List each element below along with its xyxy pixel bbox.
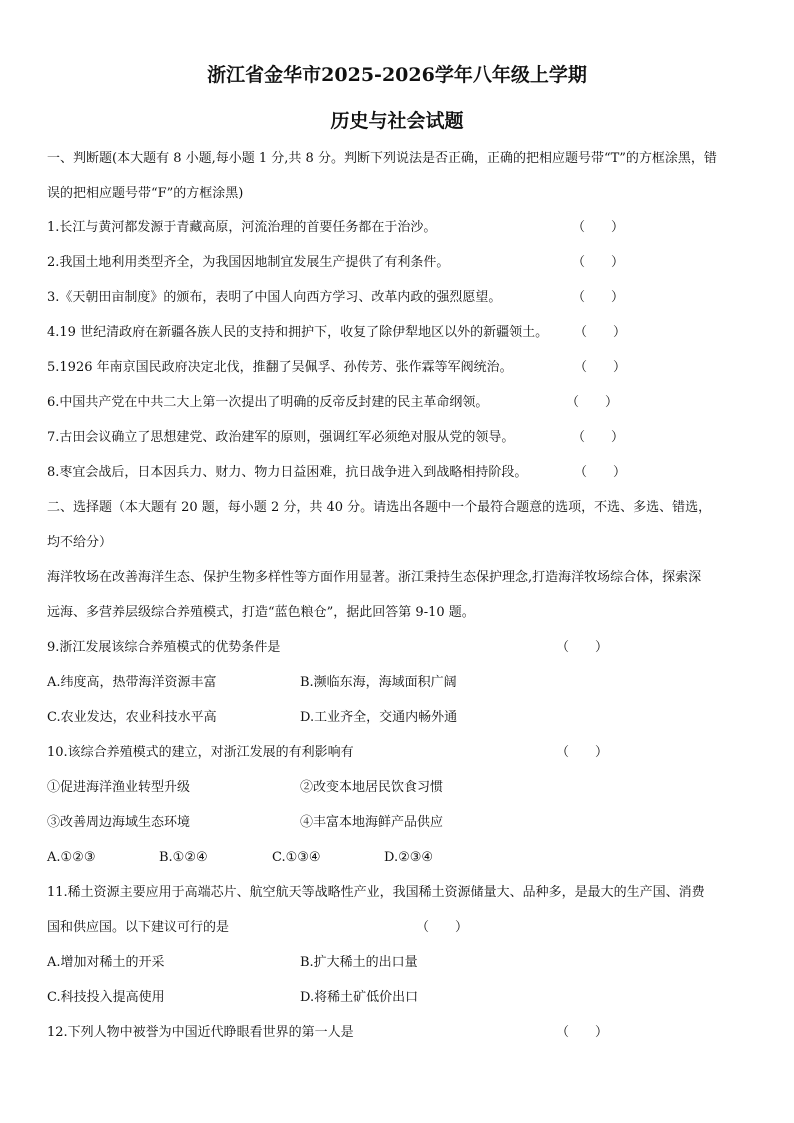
page-title: 浙江省金华市2025-2026学年八年级上学期 [207,64,587,86]
question-11-cont: 国和供应国。以下建议可行的是 [47,920,230,935]
q11-option-d: D.将稀土矿低价出口 [300,990,419,1005]
answer-bracket-7: （ ） [572,430,625,445]
question-11: 11.稀土资源主要应用于高端芯片、航空航天等战略性产业，我国稀土资源储量大、品种多，是最大的生产国、消费 [47,885,705,900]
question-8: 8.枣宜会战后，日本因兵力、财力、物力日益困难，抗日战争进入到战略相持阶段。 [47,465,528,480]
q9-option-d: D.工业齐全，交通内畅外通 [300,710,458,725]
question-2: 2.我国土地利用类型齐全，为我国因地制宜发展生产提供了有利条件。 [47,255,450,270]
question-7: 7.古田会议确立了思想建党、政治建军的原则，强调红军必须绝对服从党的领导。 [47,430,515,445]
material-text: 海洋牧场在改善海洋生态、保护生物多样性等方面作用显著。浙江秉持生态保护理念,打造海洋牧场综合体，探索深 [47,570,702,585]
question-10: 10.该综合养殖模式的建立，对浙江发展的有利影响有 [47,745,354,760]
q9-option-c: C.农业发达，农业科技水平高 [47,710,217,725]
answer-bracket-6: （ ） [566,395,619,410]
section1-instruction: 一、判断题(本大题有 8 小题,每小题 1 分,共 8 分。判断下列说法是否正确，正确的把相应题号带“T”的方框涂黑，错 [47,151,717,166]
answer-bracket-1: （ ） [572,220,625,235]
q9-option-a: A.纬度高，热带海洋资源丰富 [47,675,217,690]
section2-instruction-cont: 均不给分） [47,535,113,550]
answer-bracket-4: （ ） [574,325,627,340]
question-4: 4.19 世纪清政府在新疆各族人民的支持和拥护下，收复了除伊犁地区以外的新疆领土。 [47,325,549,340]
question-3: 3.《天朝田亩制度》的颁布，表明了中国人向西方学习、改革内政的强烈愿望。 [47,290,502,305]
answer-bracket-5: （ ） [574,360,627,375]
answer-bracket-3: （ ） [572,290,625,305]
answer-bracket-8: （ ） [574,465,627,480]
q11-option-c: C.科技投入提高使用 [47,990,165,1005]
question-5: 5.1926 年南京国民政府决定北伐，推翻了吴佩孚、孙传芳、张作霖等军阀统治。 [47,360,513,375]
answer-bracket-11: （ ） [416,920,469,935]
q10-option-a: A.①②③ [47,850,96,865]
section2-instruction: 二、选择题（本大题有 20 题，每小题 2 分，共 40 分。请选出各题中一个最符合题意的选项，不选、多选、错选， [47,500,712,515]
answer-bracket-10: （ ） [556,745,609,760]
question-9: 9.浙江发展该综合养殖模式的优势条件是 [47,640,281,655]
question-12: 12.下列人物中被誉为中国近代睁眼看世界的第一人是 [47,1025,354,1040]
answer-bracket-9: （ ） [556,640,609,655]
q10-option-b: B.①②④ [159,850,208,865]
question-1: 1.长江与黄河都发源于青藏高原，河流治理的首要任务都在于治沙。 [47,220,437,235]
question-6: 6.中国共产党在中共二大上第一次提出了明确的反帝反封建的民主革命纲领。 [47,395,489,410]
answer-bracket-12: （ ） [556,1025,609,1040]
q10-statement-3: ③改善周边海域生态环境 [47,815,191,830]
q11-option-b: B.扩大稀土的出口量 [300,955,418,970]
q10-statement-4: ④丰富本地海鲜产品供应 [300,815,444,830]
material-text-cont: 远海、多营养层级综合养殖模式，打造“蓝色粮仓”，据此回答第 9-10 题。 [47,605,475,620]
page-subtitle: 历史与社会试题 [330,110,464,132]
section1-instruction-cont: 误的把相应题号带“F”的方框涂黑) [47,186,244,201]
q10-statement-1: ①促进海洋渔业转型升级 [47,780,191,795]
answer-bracket-2: （ ） [572,255,625,270]
q10-statement-2: ②改变本地居民饮食习惯 [300,780,444,795]
q11-option-a: A.增加对稀土的开采 [47,955,165,970]
q10-option-d: D.②③④ [384,850,434,865]
q9-option-b: B.濒临东海，海域面积广阔 [300,675,457,690]
q10-option-c: C.①③④ [272,850,321,865]
